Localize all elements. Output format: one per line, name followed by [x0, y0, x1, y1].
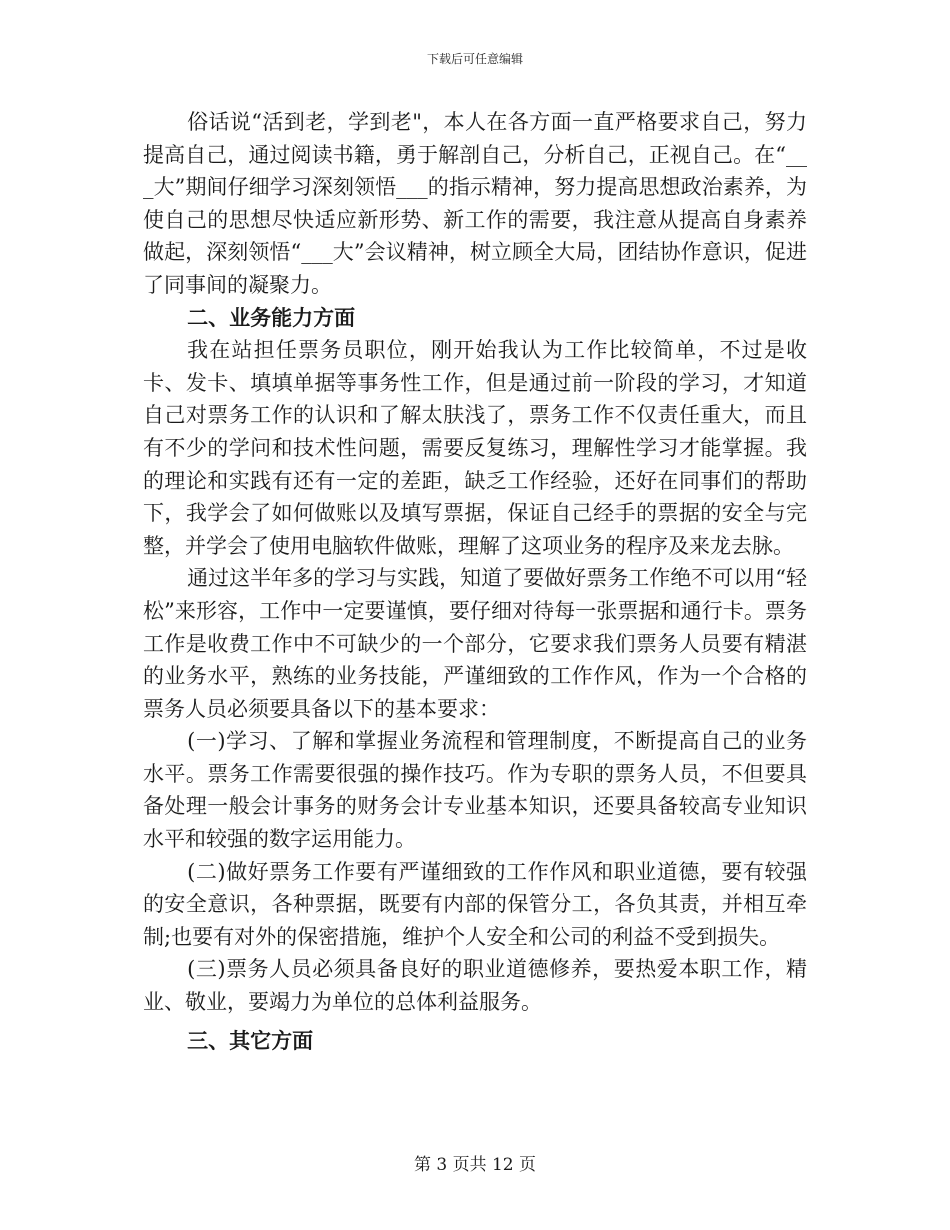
paragraph-requirement-3: (三)票务人员必须具备良好的职业道德修养，要热爱本职工作，精业、敬业，要竭力为单位的总体利益服务。 — [143, 957, 807, 1015]
paragraph-ticket-clerk-role: 我在站担任票务员职位，刚开始我认为工作比较简单，不过是收卡、发卡、填填单据等事务性工作，但是通过前一阶段的学习，才知道自己对票务工作的认识和了解太肤浅了，票务工作不仅责任重大，而且有不少的学问和技术性问题，需要反复练习，理解性学习才能掌握。我的理论和实践有还有一定的差距，缺乏工作经验，还好在同事们的帮助下，我学会了如何做账以及填写票据，保证自己经手的票据的安全与完整，并学会了使用电脑软件做账，理解了这项业务的程序及来龙去脉。 — [143, 338, 807, 558]
section-heading-business-ability: 二、业务能力方面 — [187, 304, 356, 330]
paragraph-requirement-1: (一)学习、了解和掌握业务流程和管理制度，不断提高自己的业务水平。票务工作需要很强的操作技巧。作为专职的票务人员，不但要具备处理一般会计事务的财务会计专业基本知识，还要具备较高专业知识水平和较强的数字运用能力。 — [143, 729, 807, 852]
page-header-note: 下载后可任意编辑 — [426, 52, 523, 66]
page-number-footer: 第 3 页共 12 页 — [413, 1155, 537, 1175]
paragraph-half-year-practice: 通过这半年多的学习与实践，知道了要做好票务工作绝不可以用“轻松”来形容，工作中一定要谨慎，要仔细对待每一张票据和通行卡。票务工作是收费工作中不可缺少的一个部分，它要求我们票务人员要有精湛的业务水平，熟练的业务技能，严谨细致的工作作风，作为一个合格的票务人员必须要具备以下的基本要求： — [143, 566, 807, 721]
document-body — [143, 106, 807, 1057]
section-heading-other-aspects: 三、其它方面 — [187, 1027, 314, 1053]
paragraph-self-improvement: 俗话说“活到老，学到老"，本人在各方面一直严格要求自己，努力提高自己，通过阅读书籍，勇于解剖自己，分析自己，正视自己。在“___大”期间仔细学习深刻领悟___的指示精神，努力提高思想政治素养，为使自己的思想尽快适应新形势、新工作的需要，我注意从提高自身素养做起，深刻领悟“___大”会议精神，树立顾全大局，团结协作意识，促进了同事间的凝聚力。 — [143, 110, 807, 297]
paragraph-requirement-2: (二)做好票务工作要有严谨细致的工作作风和职业道德，要有较强的安全意识，各种票据，既要有内部的保管分工，各负其责，并相互牵制;也要有对外的保密措施，维护个人安全和公司的利益不受到损失。 — [143, 859, 807, 949]
